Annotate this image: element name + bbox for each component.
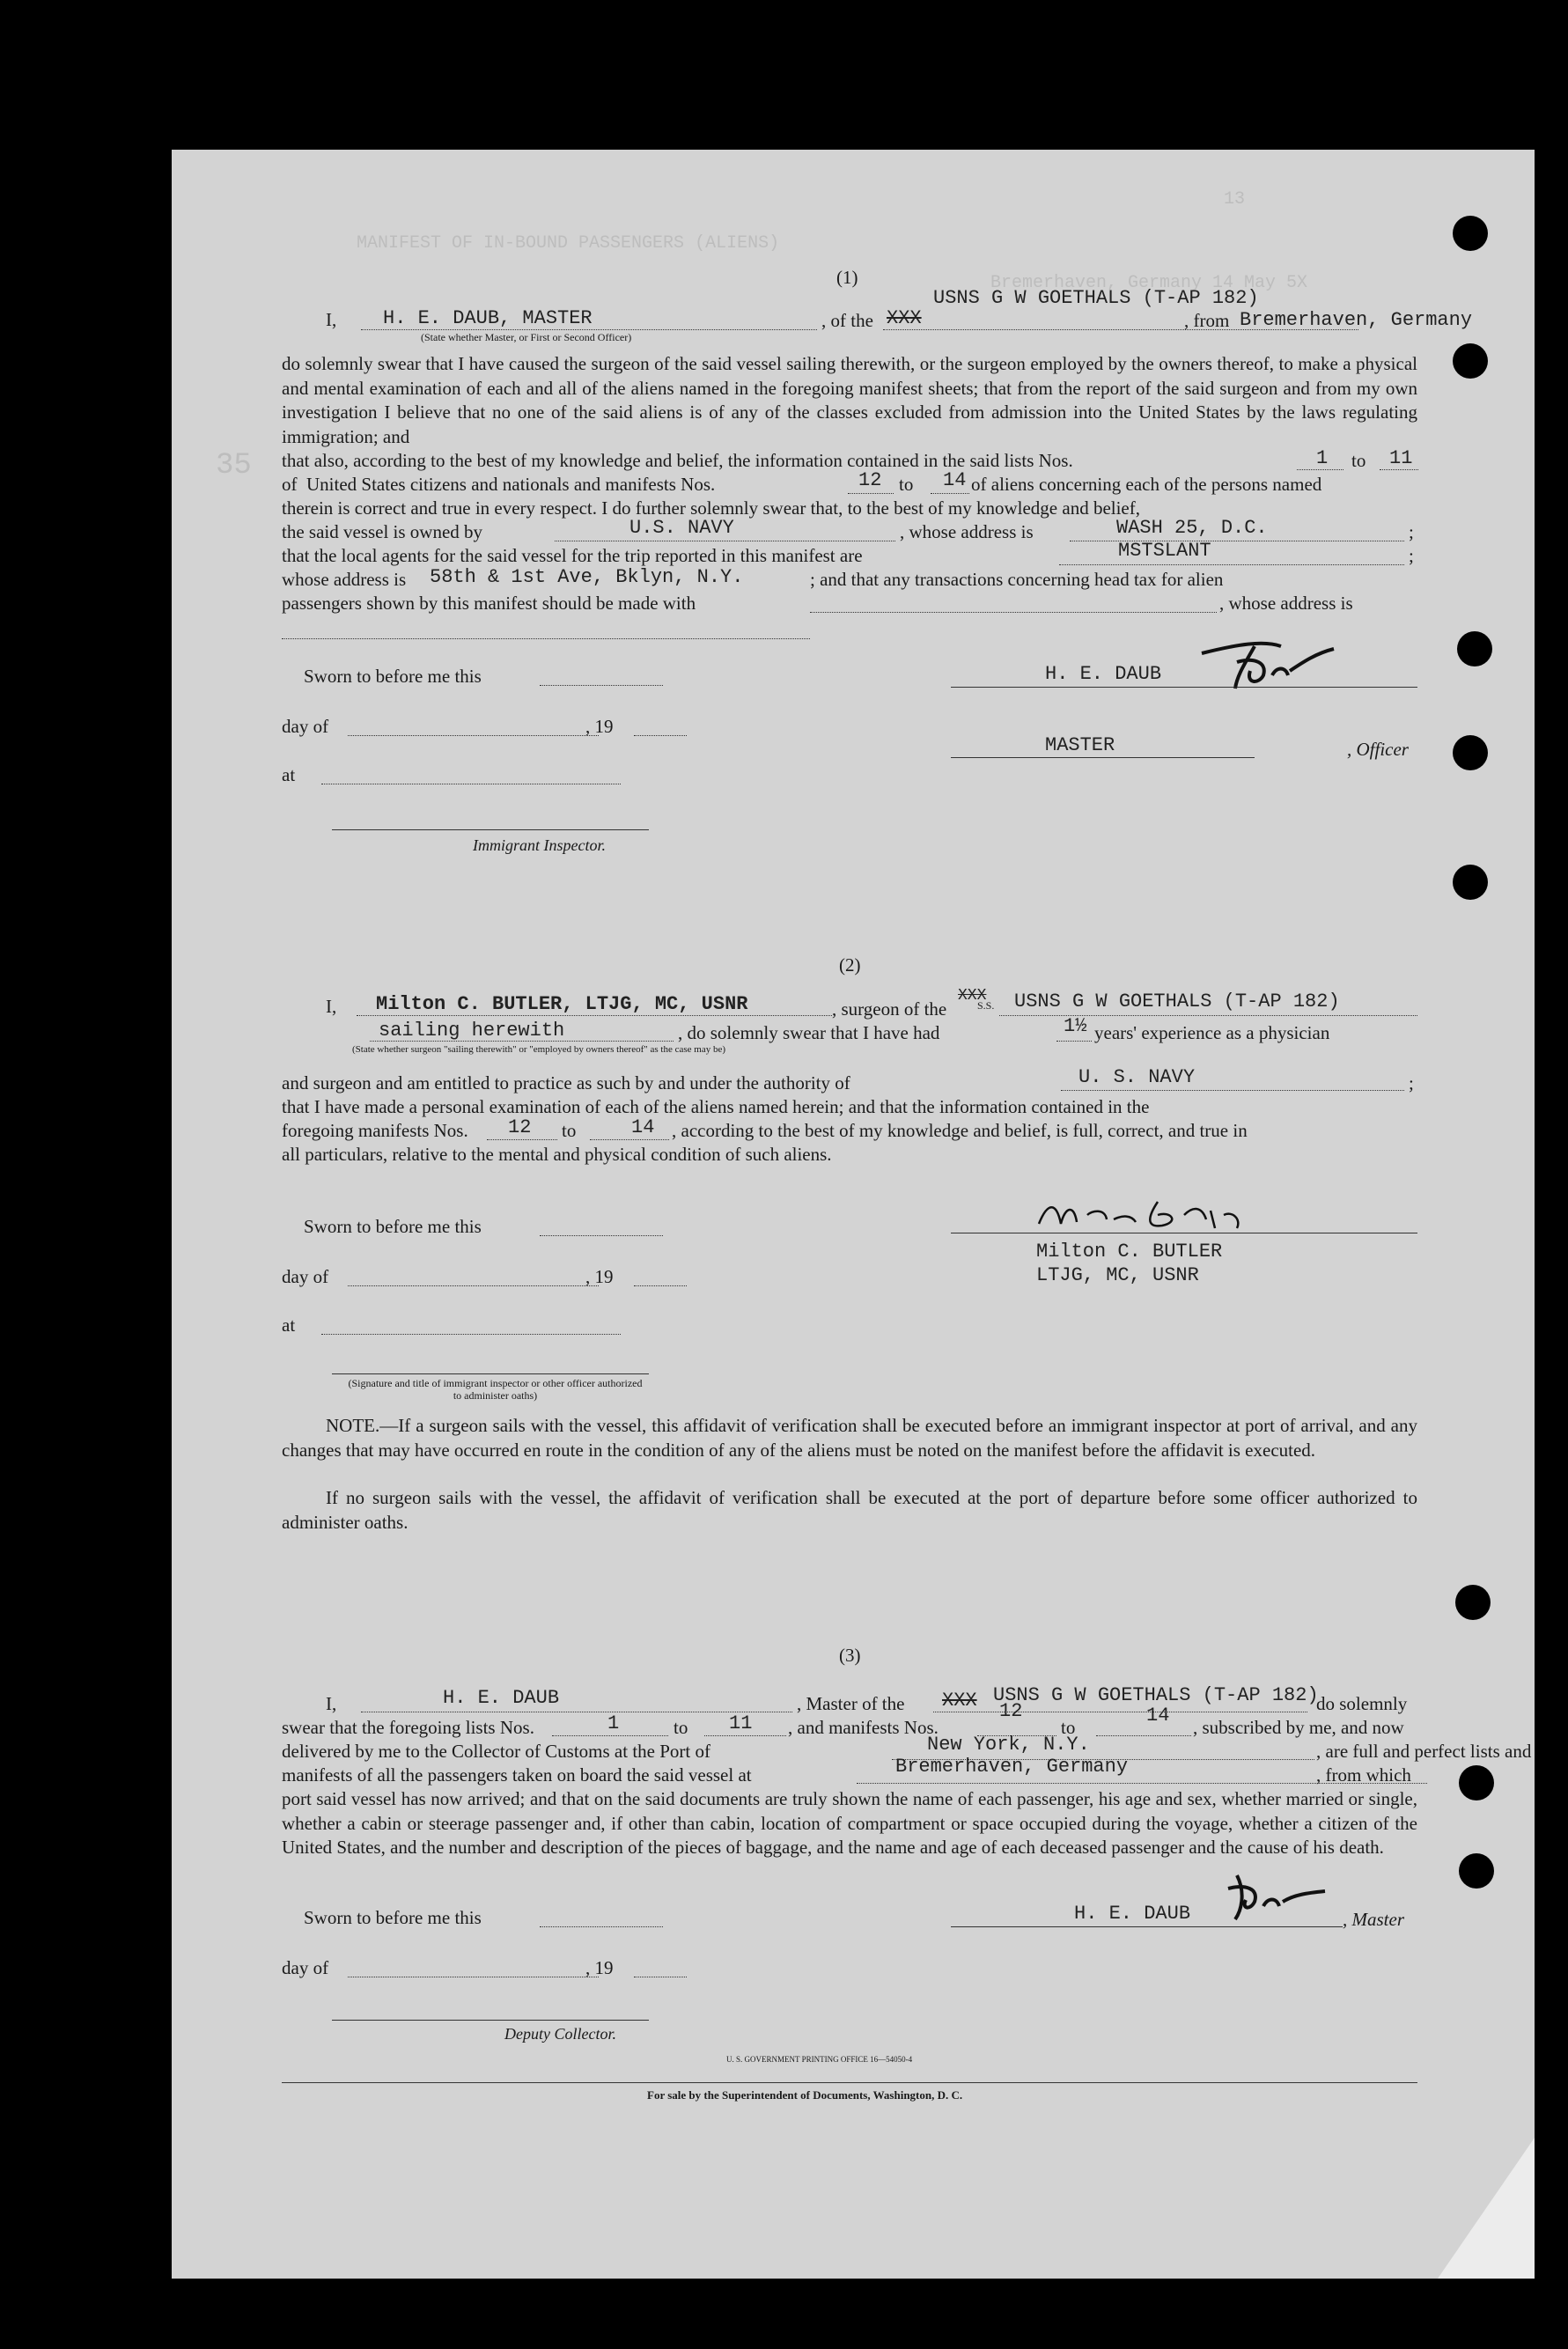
vessel-name: USNS G W GOETHALS (T-AP 182)	[993, 1684, 1319, 1706]
manifests-text: manifests of all the passengers taken on board the said vessel at	[282, 1764, 752, 1786]
punch-hole	[1457, 631, 1492, 666]
years-label: years' experience as a physician	[1094, 1022, 1330, 1043]
page-fold	[1438, 2138, 1535, 2279]
owned-label: the said vessel is owned by	[282, 521, 483, 542]
particulars-text: all particulars, relative to the mental and physical condition of such aliens.	[282, 1144, 832, 1165]
punch-hole	[1453, 865, 1488, 900]
agents-label: that the local agents for the said vessel for the trip reported in this manifest are	[282, 545, 863, 566]
side-number: 35	[216, 449, 252, 482]
semicolon: ;	[1409, 521, 1414, 542]
lists-from: 1	[1316, 447, 1329, 469]
year-label: , 19	[585, 1266, 614, 1287]
punch-hole	[1453, 735, 1488, 770]
boarding-port: Bremerhaven, Germany	[895, 1756, 1129, 1778]
full-lists-text: , are full and perfect lists and	[1316, 1741, 1532, 1762]
ss-struck: XXX	[887, 307, 922, 329]
signatory-note: (Signature and title of immigrant inspector or other officer authorized to administer oaths)	[348, 1377, 643, 1402]
sworn-label: Sworn to before me this	[304, 1907, 482, 1928]
lists-pre: swear that the foregoing lists Nos.	[282, 1717, 534, 1738]
agents-address-label: whose address is	[282, 569, 407, 590]
day-of-label: day of	[282, 1957, 329, 1978]
sale-notice: For sale by the Superintendent of Documents, Washington, D. C.	[647, 2088, 963, 2102]
delivered-text: delivered by me to the Collector of Customs at the Port of	[282, 1741, 710, 1762]
deputy-label: Deputy Collector.	[504, 2025, 616, 2043]
manifest-to: 14	[943, 469, 967, 491]
sailing-herewith: sailing herewith	[379, 1020, 565, 1042]
manifest-to: 14	[1146, 1705, 1170, 1727]
page-number: 13	[1224, 189, 1246, 210]
agents-address: 58th & 1st Ave, Bklyn, N.Y.	[430, 566, 744, 588]
of-the-label: , of the	[821, 310, 873, 331]
ss-label: S.S.	[977, 999, 995, 1012]
manifest-from: 12	[858, 469, 882, 491]
lists-to: 11	[1389, 447, 1413, 469]
master-signature	[1184, 636, 1351, 697]
manifests-label: , and manifests Nos.	[788, 1717, 939, 1738]
to-label: to	[1061, 1717, 1076, 1738]
correct-text: therein is correct and true in every respect. I do further solemnly swear that, to the best of my knowledge and belief,	[282, 497, 1140, 519]
master-of-label: , Master of the	[797, 1693, 905, 1714]
lists-pre: that also, according to the best of my knowledge and belief, the information contained in the said lists Nos.	[282, 450, 1073, 471]
i-label: I,	[326, 309, 337, 330]
section-number: (2)	[839, 954, 861, 976]
sworn-label: Sworn to before me this	[304, 1216, 482, 1237]
vessel-name: USNS G W GOETHALS (T-AP 182)	[1014, 990, 1340, 1012]
note-label: NOTE.	[326, 1415, 380, 1436]
i-label: I,	[326, 996, 337, 1017]
at-label: at	[282, 1314, 296, 1336]
punch-hole	[1453, 216, 1488, 251]
vessel-name: USNS G W GOETHALS (T-AP 182)	[933, 287, 1259, 309]
section-number: (1)	[836, 267, 858, 288]
ss-struck: XXX	[958, 987, 987, 1005]
gpo-imprint: U. S. GOVERNMENT PRINTING OFFICE 16—54050-4	[726, 2055, 913, 2064]
manifests-post: , according to the best of my knowledge and belief, is full, correct, and true in	[672, 1120, 1248, 1141]
master-name: H. E. DAUB	[443, 1687, 560, 1709]
note-text	[282, 1414, 1417, 1462]
master-name: H. E. DAUB, MASTER	[383, 307, 593, 329]
semicolon: ;	[1409, 1072, 1414, 1094]
head-tax-text: ; and that any transactions concerning head tax for alien	[810, 569, 1224, 590]
to-label: to	[1351, 450, 1366, 471]
from-which: , from which	[1316, 1764, 1411, 1786]
to-label: to	[899, 474, 914, 495]
para1: do solemnly swear that I have caused the surgeon of the said vessel sailing therewith, or the surgeon employed by the owners thereof, to make a physical and mental examination of each and all of the aliens named in the foregoing manifest sheets; that from the report of the said surgeon and from my own investigation I believe that no one of the said aliens is of any of the classes excluded from admission into the United States by the laws regulating immigration; and	[282, 353, 1417, 447]
signature-line2: LTJG, MC, USNR	[1036, 1264, 1199, 1286]
swear-label: , do solemnly swear that I have had	[678, 1022, 940, 1043]
surgeon-signature	[1026, 1189, 1255, 1241]
manifest-from: 12	[508, 1116, 532, 1138]
agents: MSTSLANT	[1118, 540, 1211, 562]
bleed-subtitle: Bremerhaven, Germany 14 May 5X	[990, 273, 1308, 293]
owner: U.S. NAVY	[629, 517, 734, 539]
passengers-text: passengers shown by this manifest should be made with	[282, 593, 696, 614]
surgeon-name: Milton C. BUTLER, LTJG, MC, USNR	[376, 993, 748, 1015]
from-port: Bremerhaven, Germany	[1240, 309, 1473, 331]
section-number: (3)	[839, 1645, 861, 1666]
authority-text: and surgeon and am entitled to practice as such by and under the authority of	[282, 1072, 850, 1094]
day-of-label: day of	[282, 716, 329, 737]
lists-to: 11	[729, 1712, 753, 1734]
whose-address-label: , whose address is	[900, 521, 1034, 542]
bleed-title: MANIFEST OF IN-BOUND PASSENGERS (ALIENS)	[357, 233, 780, 254]
semicolon: ;	[1409, 545, 1414, 566]
manifests-pre: foregoing manifests Nos.	[282, 1120, 468, 1141]
subscribed-text: , subscribed by me, and now	[1193, 1717, 1404, 1738]
ss-struck: XXX	[942, 1690, 977, 1712]
punch-hole	[1453, 343, 1488, 379]
from-label: , from	[1184, 310, 1230, 331]
citizens-text: United States citizens and nationals and manifests Nos.	[306, 474, 716, 495]
officer-label: , Officer	[1347, 739, 1409, 760]
signature-name: H. E. DAUB	[1074, 1903, 1191, 1925]
state-note: (State whether Master, or First or Second Officer)	[421, 331, 632, 343]
of-label: of	[282, 474, 298, 495]
inspector-label: Immigrant Inspector.	[473, 836, 606, 854]
surgeon-of-label: , surgeon of the	[832, 998, 947, 1020]
exam-text: that I have made a personal examination of each of the aliens named herein; and that the information contained in the	[282, 1096, 1150, 1117]
whose-address-is: , whose address is	[1219, 593, 1353, 614]
punch-hole	[1459, 1765, 1494, 1800]
lists-from: 1	[607, 1712, 620, 1734]
master-signature	[1211, 1867, 1334, 1928]
sworn-label: Sworn to before me this	[304, 666, 482, 687]
years: 1½	[1064, 1015, 1087, 1037]
to-label: to	[674, 1717, 688, 1738]
punch-hole	[1459, 1853, 1494, 1889]
manifest-page	[172, 150, 1535, 2279]
body-text: port said vessel has now arrived; and that on the said documents are truly shown the name of each passenger, his age and sex, whether married or single, whether a cabin or steerage passenger and, if other than cabin, location of compartment or space occupied during the voyage, whether a citizen of the United States, and the number and description of the pieces of baggage, and the name and age of each deceased passenger and the cause of his death.	[282, 1788, 1417, 1858]
at-label: at	[282, 764, 296, 785]
to-label: to	[562, 1120, 577, 1141]
year-label: , 19	[585, 1957, 614, 1978]
master-label: , Master	[1343, 1909, 1404, 1930]
i-label: I,	[326, 1693, 337, 1714]
manifest-to: 14	[631, 1116, 655, 1138]
aliens-text: of aliens concerning each of the persons named	[971, 474, 1322, 495]
punch-hole	[1455, 1585, 1491, 1620]
signature-title: MASTER	[1045, 734, 1115, 756]
do-solemnly: do solemnly	[1316, 1693, 1408, 1714]
state-note: (State whether surgeon "sailing therewith" or "employed by owners thereof" as the case may be)	[352, 1044, 726, 1055]
note-text2: If no surgeon sails with the vessel, the affidavit of verification shall be executed at the port of departure before some officer authorized to administer oaths.	[282, 1487, 1417, 1533]
authority: U. S. NAVY	[1078, 1066, 1196, 1088]
manifest-from: 12	[999, 1700, 1023, 1722]
signature-line1: Milton C. BUTLER	[1036, 1241, 1223, 1263]
port: New York, N.Y.	[927, 1734, 1090, 1756]
year-label: , 19	[585, 716, 614, 737]
owner-address: WASH 25, D.C.	[1116, 517, 1268, 539]
signature-name: H. E. DAUB	[1045, 663, 1162, 685]
note-body: —If a surgeon sails with the vessel, this affidavit of verification shall be executed before an immigrant inspector at port of arrival, and any changes that may have occurred en route in the condition of any of the aliens must be noted on the manifest before the affidavit is executed.	[282, 1415, 1417, 1461]
day-of-label: day of	[282, 1266, 329, 1287]
